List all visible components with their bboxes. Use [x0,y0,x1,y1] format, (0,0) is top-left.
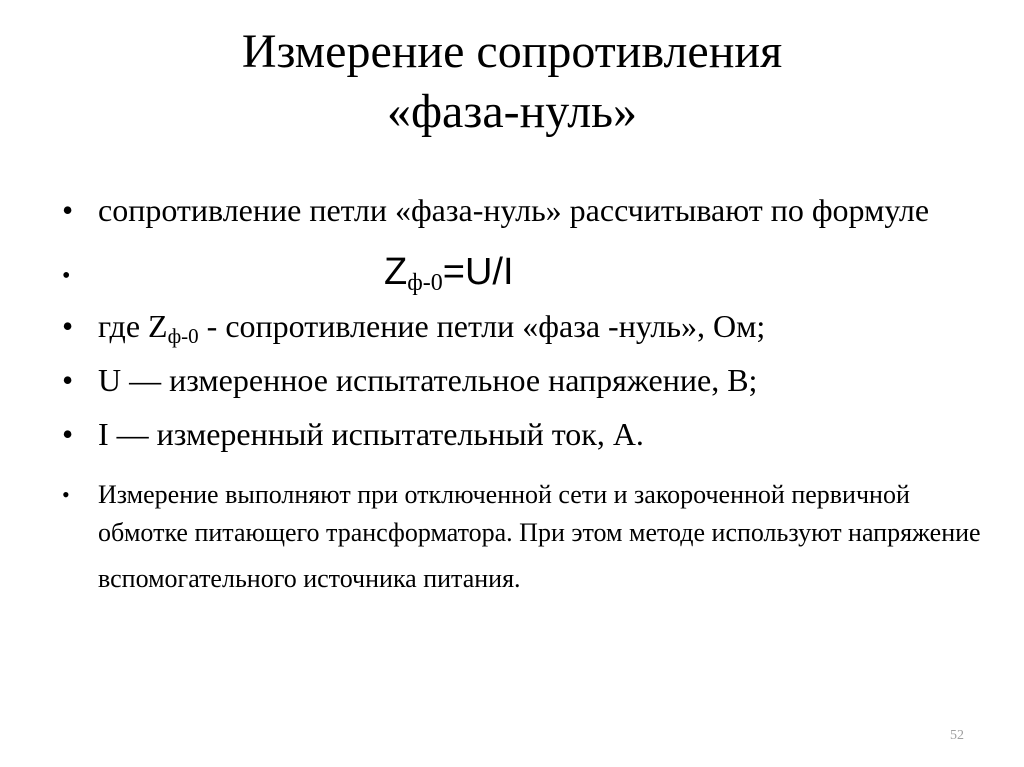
formula-rest: =U/I [442,251,514,293]
title-line-2: «фаза-нуль» [386,85,638,138]
bullet-text: Измерение выполняют при отключенной сети и закороченной первичной обмотке питающего трансформатора. При этом методе используют напряжение [98,480,981,547]
bullet-item-definition-i [62,414,982,454]
bullet-text: сопротивление петли «фаза-нуль» рассчитывают по формуле [98,192,930,228]
formula [384,246,514,298]
title-line-1: Измерение сопротивления [241,25,783,78]
formula-symbol: Z [384,251,408,293]
bullet-text-last-line: вспомогательного источника питания. [98,564,521,593]
bullet-text: I — измеренный испытательный ток, А. [98,416,644,452]
bullet-icon: • [62,416,74,452]
page-number: 52 [950,728,964,743]
bullet-icon: • [62,263,71,289]
definition-prefix: где Z [98,308,168,344]
bullet-icon: • [62,362,74,398]
bullet-item-method-note [62,476,982,598]
bullet-icon: • [62,192,74,228]
bullet-text: U — измеренное испытательное напряжение, В; [98,362,758,398]
formula-subscript: ф-0 [407,270,443,296]
slide-title [0,22,1024,142]
bullet-item-formula-intro [62,190,982,230]
bullet-list [62,190,982,598]
bullet-item-definition-z [62,306,982,346]
bullet-icon: • [62,308,74,344]
bullet-item-formula [62,246,982,298]
bullet-item-definition-u [62,360,982,400]
definition-subscript: ф-0 [167,324,199,348]
definition-suffix: - сопротивление петли «фаза -нуль», Ом; [198,308,766,344]
bullet-icon: • [62,482,70,507]
